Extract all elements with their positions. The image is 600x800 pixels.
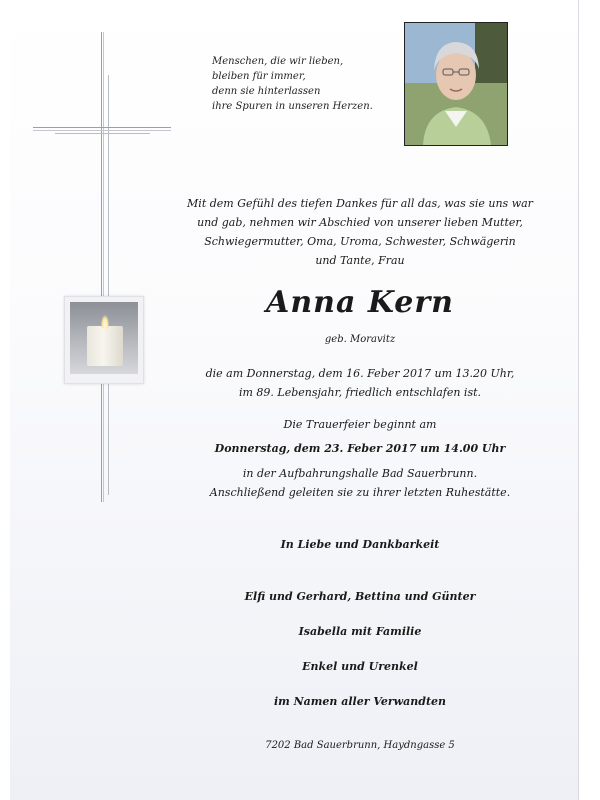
service-intro: Die Trauerfeier beginnt am (283, 418, 437, 431)
portrait-photo (404, 22, 508, 146)
memorial-poem (212, 54, 373, 114)
deceased-name: Anna Kern (266, 285, 454, 320)
right-margin (578, 0, 600, 800)
service-date: Donnerstag, dem 23. Feber 2017 um 14.00 Uhr (214, 442, 506, 455)
service-place (150, 464, 570, 502)
poem-line: bleiben für immer, (212, 71, 306, 82)
cross-secondary-line (108, 75, 109, 495)
left-margin (0, 0, 10, 800)
candle-icon (87, 326, 123, 366)
mourner-line: Elfi und Gerhard, Bettina und Günter (244, 590, 476, 603)
intro-line: und Tante, Frau (315, 254, 405, 267)
mourner-line: im Namen aller Verwandten (273, 695, 447, 708)
cross-crossbar (33, 127, 171, 131)
death-line: die am Donnerstag, dem 16. Feber 2017 um 13.20 Uhr, (205, 367, 515, 380)
death-notice (150, 364, 570, 402)
intro-line: Mit dem Gefühl des tiefen Dankes für all das, was sie uns war (187, 197, 533, 210)
intro-line: und gab, nehmen wir Abschied von unserer lieben Mutter, (197, 216, 523, 229)
cross-secondary-crossbar (55, 133, 150, 134)
intro-text (150, 194, 570, 270)
poem-line: ihre Spuren in unseren Herzen. (212, 101, 373, 112)
poem-line: denn sie hinterlassen (212, 86, 321, 97)
candle-image (64, 296, 144, 384)
service-place-line: in der Aufbahrungshalle Bad Sauerbrunn. (242, 467, 478, 480)
poem-line: Menschen, die wir lieben, (212, 56, 344, 67)
service-place-line: Anschließend geleiten sie zu ihrer letzten Ruhestätte. (209, 486, 511, 499)
flame-icon (101, 315, 109, 329)
cross-icon (101, 32, 104, 502)
mourners-list (150, 590, 570, 730)
intro-line: Schwiegermutter, Oma, Uroma, Schwester, Schwägerin (204, 235, 516, 248)
closing-phrase: In Liebe und Dankbarkeit (280, 538, 440, 551)
mourner-line: Isabella mit Familie (298, 625, 422, 638)
birth-name: geb. Moravitz (324, 334, 396, 345)
mourner-line: Enkel und Urenkel (302, 660, 418, 673)
family-address: 7202 Bad Sauerbrunn, Haydngasse 5 (265, 740, 455, 751)
death-line: im 89. Lebensjahr, friedlich entschlafen ist. (238, 386, 482, 399)
